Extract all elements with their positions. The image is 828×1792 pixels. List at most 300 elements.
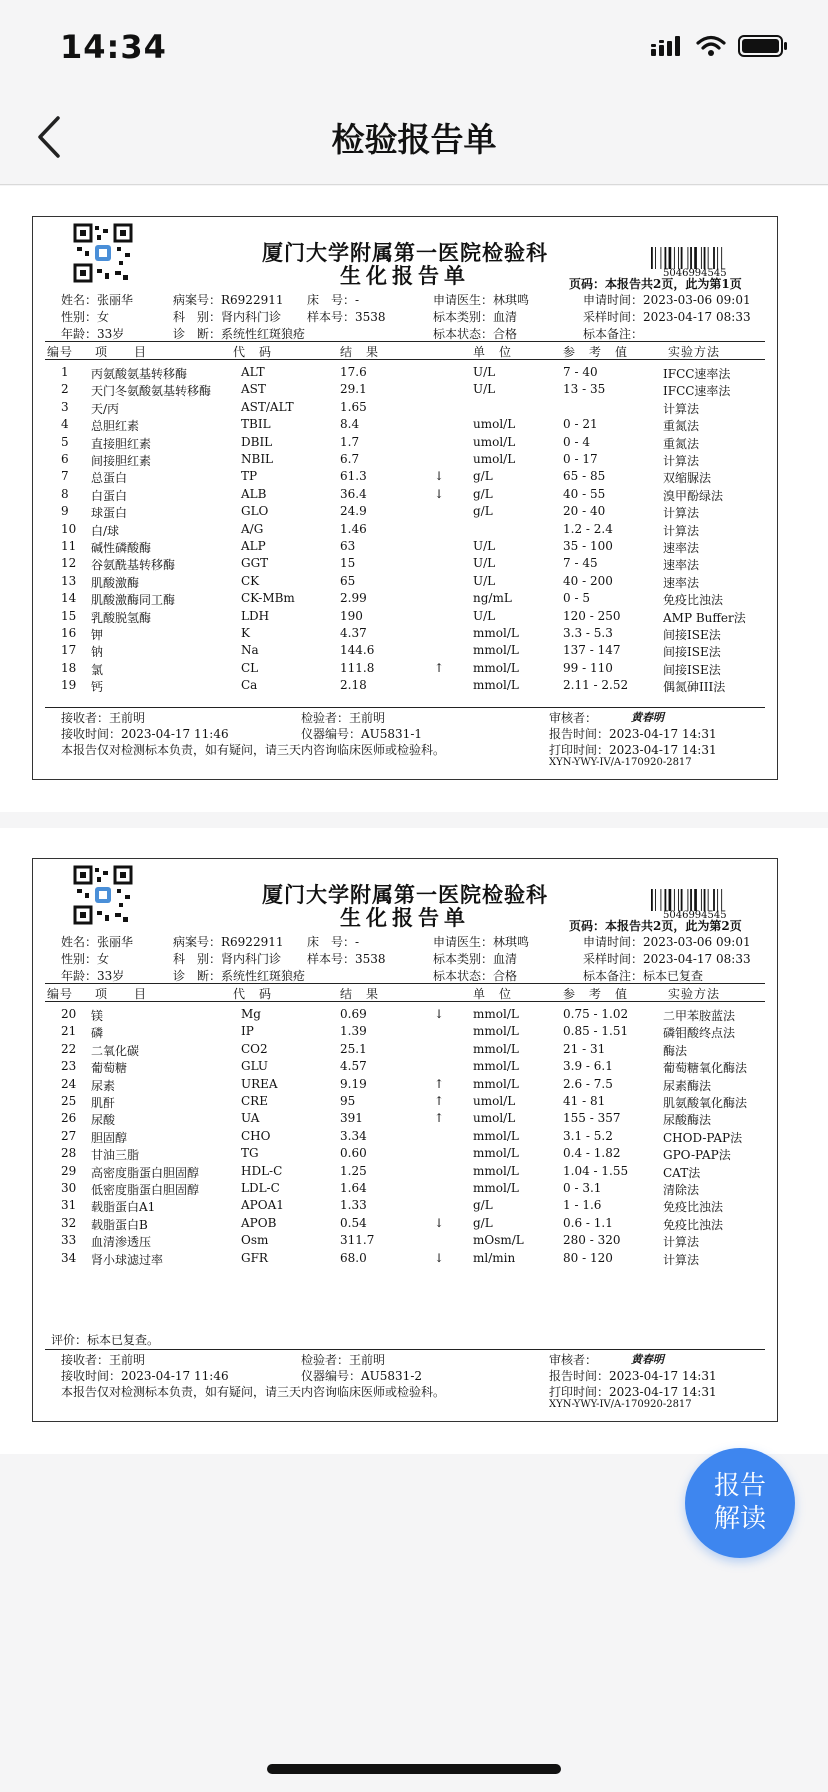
row-reference: 280 - 320 xyxy=(563,1233,621,1248)
row-number: 31 xyxy=(61,1198,77,1213)
row-method: AMP Buffer法 xyxy=(663,610,746,625)
row-method: 计算法 xyxy=(663,1252,700,1267)
row-item: 肌酸激酶同工酶 xyxy=(91,593,176,608)
row-reference: 3.9 - 6.1 xyxy=(563,1059,613,1074)
table-row xyxy=(33,504,777,521)
table-row xyxy=(33,609,777,626)
row-reference: 65 - 85 xyxy=(563,469,606,484)
row-code: UREA xyxy=(241,1076,278,1091)
row-unit: mmol/L xyxy=(473,1041,519,1056)
row-code: CL xyxy=(241,660,259,675)
patient-gender: 性别：女 xyxy=(61,310,110,324)
row-result: 9.19 xyxy=(340,1076,367,1091)
table-row xyxy=(33,1024,777,1041)
instrument-number: 仪器编号：AU5831-1 xyxy=(301,727,423,741)
row-code: AST/ALT xyxy=(241,399,294,414)
patient-name: 姓名：张丽华 xyxy=(61,935,134,949)
row-code: HDL-C xyxy=(241,1163,283,1178)
row-result: 17.6 xyxy=(340,365,367,379)
reviewer: 审核者： xyxy=(549,711,598,725)
disclaimer: 本报告仅对检测标本负责，如有疑问，请三天内咨询临床医师或检验科。 xyxy=(61,743,446,757)
receive-time: 接收时间：2023-04-17 11:46 xyxy=(61,727,229,741)
row-item: 球蛋白 xyxy=(91,506,128,521)
row-result: 36.4 xyxy=(340,486,367,501)
row-unit: ng/mL xyxy=(473,591,512,606)
col-method: 实验方法 xyxy=(668,987,721,1001)
home-indicator[interactable] xyxy=(267,1764,561,1774)
row-flag: ↑ xyxy=(434,1094,445,1108)
row-reference: 0 - 5 xyxy=(563,591,590,606)
row-reference: 21 - 31 xyxy=(563,1041,606,1056)
disclaimer: 本报告仅对检测标本负责，如有疑问，请三天内咨询临床医师或检验科。 xyxy=(61,1385,446,1399)
col-item: 项 目 xyxy=(95,345,148,359)
row-result: 25.1 xyxy=(340,1041,367,1056)
row-item: 间接胆红素 xyxy=(91,454,152,468)
receiver: 接收者：王前明 xyxy=(61,1353,146,1367)
row-reference: 3.3 - 5.3 xyxy=(563,626,613,640)
report-panel-1 xyxy=(0,186,828,812)
row-result: 24.9 xyxy=(340,504,367,519)
row-number: 16 xyxy=(61,626,77,640)
bed-number: 床 号：- xyxy=(307,293,360,307)
row-unit: g/L xyxy=(473,504,493,519)
row-item: 肌酐 xyxy=(91,1096,116,1110)
row-reference: 35 - 100 xyxy=(563,539,613,553)
row-reference: 41 - 81 xyxy=(563,1094,606,1108)
row-number: 7 xyxy=(61,469,69,484)
row-unit: umol/L xyxy=(473,434,516,449)
row-result: 1.25 xyxy=(340,1163,367,1178)
row-code: GLU xyxy=(241,1059,269,1074)
sample-number: 样本号：3538 xyxy=(307,310,386,324)
bed-number: 床 号：- xyxy=(307,935,360,949)
row-method: 双缩脲法 xyxy=(663,471,712,486)
row-result: 1.7 xyxy=(340,434,360,449)
report-interpret-button[interactable] xyxy=(685,1448,795,1558)
report-sheet-2[interactable] xyxy=(32,858,778,1422)
row-result: 2.99 xyxy=(340,591,367,606)
row-code: A/G xyxy=(241,521,264,536)
report-type: 生化报告单 xyxy=(340,905,470,930)
row-result: 2.18 xyxy=(340,678,367,693)
row-code: ALP xyxy=(241,539,266,553)
row-unit: mmol/L xyxy=(473,626,519,640)
row-number: 25 xyxy=(61,1094,77,1108)
row-unit: umol/L xyxy=(473,417,516,432)
row-result: 4.57 xyxy=(340,1059,367,1074)
row-reference: 13 - 35 xyxy=(563,382,606,397)
row-flag: ↓ xyxy=(434,469,445,484)
document-code: XYN-YWY-IV/A-170920-2817 xyxy=(549,757,692,768)
row-item: 胆固醇 xyxy=(91,1130,128,1145)
row-result: 63 xyxy=(340,539,356,553)
row-code: CHO xyxy=(241,1128,271,1143)
row-method: CHOD-PAP法 xyxy=(663,1130,743,1145)
page-info: 页码：本报告共2页，此为第1页 xyxy=(569,277,742,291)
col-result: 结 果 xyxy=(340,987,380,1001)
row-item: 钙 xyxy=(91,680,104,695)
fab-label-line2: 解读 xyxy=(713,1504,766,1534)
row-flag: ↓ xyxy=(434,1250,445,1265)
row-unit: mmol/L xyxy=(473,1163,519,1178)
row-unit: g/L xyxy=(473,469,493,484)
record-number: 病案号：R6922911 xyxy=(173,935,284,949)
divider xyxy=(45,341,765,342)
row-item: 直接胆红素 xyxy=(91,436,152,451)
table-row xyxy=(33,487,777,504)
row-reference: 0 - 17 xyxy=(563,452,598,466)
row-method: 二甲苯胺蓝法 xyxy=(663,1009,736,1023)
row-code: GFR xyxy=(241,1250,268,1265)
row-number: 5 xyxy=(61,434,69,449)
reviewer-signature: 黄春明 xyxy=(631,711,664,724)
row-code: LDH xyxy=(241,608,270,623)
row-method: 计算法 xyxy=(663,454,700,468)
table-row xyxy=(33,539,777,556)
patient-gender: 性别：女 xyxy=(61,952,110,966)
row-code: CK-MBm xyxy=(241,591,295,606)
table-row xyxy=(33,591,777,608)
row-item: 天/丙 xyxy=(91,401,120,416)
row-reference: 0.85 - 1.51 xyxy=(563,1024,629,1039)
report-type: 生化报告单 xyxy=(340,263,470,288)
row-reference: 137 - 147 xyxy=(563,643,621,658)
row-reference: 0 - 4 xyxy=(563,434,590,449)
row-unit: mmol/L xyxy=(473,1128,519,1143)
row-result: 1.65 xyxy=(340,399,367,414)
document-code: XYN-YWY-IV/A-170920-2817 xyxy=(549,1399,692,1410)
row-item: 葡萄糖 xyxy=(91,1061,128,1076)
row-item: 肌酸激酶 xyxy=(91,575,140,590)
battery-icon xyxy=(738,34,788,58)
row-item: 谷氨酰基转移酶 xyxy=(91,558,176,573)
row-number: 34 xyxy=(61,1250,77,1265)
row-number: 18 xyxy=(61,660,77,675)
row-result: 6.7 xyxy=(340,452,360,466)
row-reference: 120 - 250 xyxy=(563,608,621,623)
row-number: 19 xyxy=(61,678,77,693)
row-code: TG xyxy=(241,1146,259,1161)
row-result: 111.8 xyxy=(340,660,375,675)
row-number: 14 xyxy=(61,591,77,606)
row-result: 1.39 xyxy=(340,1024,367,1039)
row-reference: 40 - 200 xyxy=(563,573,613,588)
row-reference: 20 - 40 xyxy=(563,504,606,519)
row-code: GLO xyxy=(241,504,269,519)
hospital-name: 厦门大学附属第一医院检验科 xyxy=(262,882,548,907)
barcode-number: 5046994545 xyxy=(663,268,727,279)
row-number: 13 xyxy=(61,573,77,588)
row-method: 尿酸酶法 xyxy=(663,1113,712,1128)
row-method: 磷钼酸终点法 xyxy=(663,1026,736,1041)
row-reference: 0 - 3.1 xyxy=(563,1181,602,1195)
row-unit: U/L xyxy=(473,539,496,553)
row-item: 天门冬氨酸氨基转移酶 xyxy=(91,384,212,399)
diagnosis: 诊 断：系统性红斑狼疮 xyxy=(173,969,306,983)
row-number: 8 xyxy=(61,486,69,501)
row-flag: ↑ xyxy=(434,1076,445,1091)
row-result: 8.4 xyxy=(340,417,360,432)
row-result: 29.1 xyxy=(340,382,367,397)
col-code: 代 码 xyxy=(233,987,273,1001)
table-row xyxy=(33,365,777,382)
row-flag: ↓ xyxy=(434,1007,445,1021)
table-row xyxy=(33,1059,777,1076)
row-result: 0.54 xyxy=(340,1215,367,1230)
divider xyxy=(45,1001,765,1002)
row-code: TP xyxy=(241,469,258,484)
row-reference: 2.6 - 7.5 xyxy=(563,1076,613,1091)
department: 科 别：肾内科门诊 xyxy=(173,310,282,324)
row-result: 3.34 xyxy=(340,1128,367,1143)
row-result: 61.3 xyxy=(340,469,367,484)
row-unit: g/L xyxy=(473,1215,493,1230)
nav-bar xyxy=(0,90,828,185)
row-code: APOA1 xyxy=(241,1198,284,1213)
sample-number: 样本号：3538 xyxy=(307,952,386,966)
record-number: 病案号：R6922911 xyxy=(173,293,284,307)
row-item: 二氧化碳 xyxy=(91,1043,140,1058)
row-unit: U/L xyxy=(473,556,496,571)
table-row xyxy=(33,435,777,452)
divider xyxy=(45,983,765,984)
table-row xyxy=(33,522,777,539)
row-item: 镁 xyxy=(91,1009,104,1023)
wifi-icon xyxy=(696,35,726,57)
row-code: IP xyxy=(241,1024,254,1039)
row-code: APOB xyxy=(241,1215,277,1230)
row-result: 144.6 xyxy=(340,643,375,658)
row-method: CAT法 xyxy=(663,1165,701,1180)
col-ref: 参 考 值 xyxy=(563,345,629,359)
divider xyxy=(45,359,765,360)
row-item: 甘油三脂 xyxy=(91,1148,140,1163)
sample-type: 标本类别：血清 xyxy=(433,952,518,966)
status-time: 14:34 xyxy=(60,28,167,66)
row-method: 计算法 xyxy=(663,401,700,416)
evaluation: 评价：标本已复查。 xyxy=(51,1333,160,1347)
row-number: 11 xyxy=(61,539,77,553)
row-result: 65 xyxy=(340,573,356,588)
row-code: GGT xyxy=(241,556,269,571)
print-time: 打印时间：2023-04-17 14:31 xyxy=(549,743,717,757)
col-result: 结 果 xyxy=(340,345,380,359)
table-row xyxy=(33,400,777,417)
row-method: 免疫比浊法 xyxy=(663,1217,724,1232)
cellular-signal-icon xyxy=(650,35,684,57)
row-reference: 99 - 110 xyxy=(563,660,613,675)
row-result: 0.60 xyxy=(340,1146,367,1161)
department: 科 别：肾内科门诊 xyxy=(173,952,282,966)
table-row xyxy=(33,1111,777,1128)
row-unit: U/L xyxy=(473,608,496,623)
row-item: 载脂蛋白B xyxy=(91,1217,148,1232)
row-code: ALB xyxy=(241,486,267,501)
row-method: 肌氨酸氧化酶法 xyxy=(663,1096,748,1110)
sample-remark: 标本备注：标本已复查 xyxy=(583,969,704,983)
row-reference: 2.11 - 2.52 xyxy=(563,678,629,693)
row-code: DBIL xyxy=(241,434,273,449)
row-unit: mmol/L xyxy=(473,678,519,693)
row-result: 391 xyxy=(340,1111,363,1126)
row-reference: 155 - 357 xyxy=(563,1111,621,1126)
row-item: 低密度脂蛋白胆固醇 xyxy=(91,1183,200,1197)
row-method: 间接ISE法 xyxy=(663,645,721,660)
table-row xyxy=(33,382,777,399)
row-method: 免疫比浊法 xyxy=(663,1200,724,1215)
row-unit: mmol/L xyxy=(473,1007,519,1021)
row-method: 清除法 xyxy=(663,1183,700,1197)
sample-state: 标本状态：合格 xyxy=(433,327,518,341)
table-row xyxy=(33,1198,777,1215)
applying-doctor: 申请医生：林琪鸣 xyxy=(433,935,530,949)
applying-doctor: 申请医生：林琪鸣 xyxy=(433,293,530,307)
row-method: 速率法 xyxy=(663,575,700,590)
row-flag: ↑ xyxy=(434,1111,445,1126)
row-item: 载脂蛋白A1 xyxy=(91,1200,156,1215)
row-number: 30 xyxy=(61,1181,77,1195)
row-method: 计算法 xyxy=(663,1235,700,1250)
row-code: Mg xyxy=(241,1007,261,1021)
row-reference: 1 - 1.6 xyxy=(563,1198,602,1213)
col-no: 编号 xyxy=(47,987,74,1001)
row-method: GPO-PAP法 xyxy=(663,1148,731,1163)
row-method: 速率法 xyxy=(663,541,700,555)
row-item: 钾 xyxy=(91,628,104,642)
row-result: 190 xyxy=(340,608,363,623)
report-time: 报告时间：2023-04-17 14:31 xyxy=(549,1369,717,1383)
diagnosis: 诊 断：系统性红斑狼疮 xyxy=(173,327,306,341)
row-reference: 40 - 55 xyxy=(563,486,606,501)
barcode-icon xyxy=(651,247,743,269)
row-unit: umol/L xyxy=(473,1094,516,1108)
table-row xyxy=(33,1164,777,1181)
collect-time: 采样时间：2023-04-17 08:33 xyxy=(583,952,751,966)
row-unit: g/L xyxy=(473,1198,493,1213)
checker: 检验者：王前明 xyxy=(301,711,386,725)
row-number: 22 xyxy=(61,1041,77,1056)
col-ref: 参 考 值 xyxy=(563,987,629,1001)
reviewer: 审核者： xyxy=(549,1353,598,1367)
row-method: 重氮法 xyxy=(663,419,700,434)
row-unit: mmol/L xyxy=(473,643,519,658)
table-row xyxy=(33,661,777,678)
instrument-number: 仪器编号：AU5831-2 xyxy=(301,1369,423,1383)
row-result: 4.37 xyxy=(340,626,367,640)
apply-time: 申请时间：2023-03-06 09:01 xyxy=(583,935,751,949)
row-number: 32 xyxy=(61,1215,77,1230)
table-row xyxy=(33,556,777,573)
row-unit: U/L xyxy=(473,365,496,379)
table-row xyxy=(33,1042,777,1059)
row-item: 总胆红素 xyxy=(91,419,140,434)
row-item: 血清渗透压 xyxy=(91,1235,152,1250)
row-reference: 7 - 45 xyxy=(563,556,598,571)
row-flag: ↓ xyxy=(434,486,445,501)
table-row xyxy=(33,626,777,643)
reviewer-signature: 黄春明 xyxy=(631,1353,664,1366)
table-row xyxy=(33,1181,777,1198)
patient-age: 年龄：33岁 xyxy=(61,969,125,983)
table-row xyxy=(33,1146,777,1163)
row-result: 1.64 xyxy=(340,1181,367,1195)
row-code: LDL-C xyxy=(241,1181,280,1195)
row-code: Ca xyxy=(241,678,258,693)
row-unit: umol/L xyxy=(473,452,516,466)
row-method: 间接ISE法 xyxy=(663,628,721,642)
row-number: 26 xyxy=(61,1111,77,1126)
row-unit: mmol/L xyxy=(473,1181,519,1195)
row-number: 10 xyxy=(61,521,77,536)
table-row xyxy=(33,1216,777,1233)
report-panel-2 xyxy=(0,828,828,1454)
row-reference: 80 - 120 xyxy=(563,1250,613,1265)
row-code: NBIL xyxy=(241,452,274,466)
row-method: 免疫比浊法 xyxy=(663,593,724,608)
status-bar xyxy=(0,0,828,90)
row-code: AST xyxy=(241,382,266,397)
report-time: 报告时间：2023-04-17 14:31 xyxy=(549,727,717,741)
col-item: 项 目 xyxy=(95,987,148,1001)
row-number: 15 xyxy=(61,608,77,623)
hospital-name: 厦门大学附属第一医院检验科 xyxy=(262,240,548,265)
row-method: 尿素酶法 xyxy=(663,1078,712,1093)
divider xyxy=(45,1349,765,1350)
row-result: 1.46 xyxy=(340,521,367,536)
row-method: 计算法 xyxy=(663,506,700,521)
row-number: 12 xyxy=(61,556,77,571)
table-row xyxy=(33,1094,777,1111)
row-number: 21 xyxy=(61,1024,77,1039)
row-reference: 1.2 - 2.4 xyxy=(563,521,613,536)
row-item: 总蛋白 xyxy=(91,471,128,486)
row-number: 4 xyxy=(61,417,69,432)
table-row xyxy=(33,1251,777,1268)
row-method: 偶氮砷III法 xyxy=(663,680,726,695)
page-title: 检验报告单 xyxy=(331,120,497,159)
table-row xyxy=(33,1129,777,1146)
table-row xyxy=(33,1077,777,1094)
table-row xyxy=(33,469,777,486)
report-sheet-1[interactable] xyxy=(32,216,778,780)
page-info: 页码：本报告共2页，此为第2页 xyxy=(569,919,742,933)
row-unit: mOsm/L xyxy=(473,1233,524,1248)
row-number: 33 xyxy=(61,1233,77,1248)
row-code: Na xyxy=(241,643,259,658)
row-reference: 1.04 - 1.55 xyxy=(563,1163,629,1178)
row-number: 24 xyxy=(61,1076,77,1091)
row-number: 17 xyxy=(61,643,77,658)
divider xyxy=(45,707,765,708)
receiver: 接收者：王前明 xyxy=(61,711,146,725)
receive-time: 接收时间：2023-04-17 11:46 xyxy=(61,1369,229,1383)
row-item: 高密度脂蛋白胆固醇 xyxy=(91,1165,200,1180)
row-result: 95 xyxy=(340,1094,356,1108)
row-code: CO2 xyxy=(241,1041,268,1056)
row-method: 溴甲酚绿法 xyxy=(663,488,724,503)
row-method: 重氮法 xyxy=(663,436,700,451)
row-result: 0.69 xyxy=(340,1007,367,1021)
print-time: 打印时间：2023-04-17 14:31 xyxy=(549,1385,717,1399)
row-item: 丙氨酸氨基转移酶 xyxy=(91,367,188,381)
status-icons xyxy=(650,34,788,58)
col-method: 实验方法 xyxy=(668,345,721,359)
row-code: K xyxy=(241,626,250,640)
row-unit: mmol/L xyxy=(473,660,519,675)
row-reference: 7 - 40 xyxy=(563,365,598,379)
sample-type: 标本类别：血清 xyxy=(433,310,518,324)
row-number: 2 xyxy=(61,382,69,397)
